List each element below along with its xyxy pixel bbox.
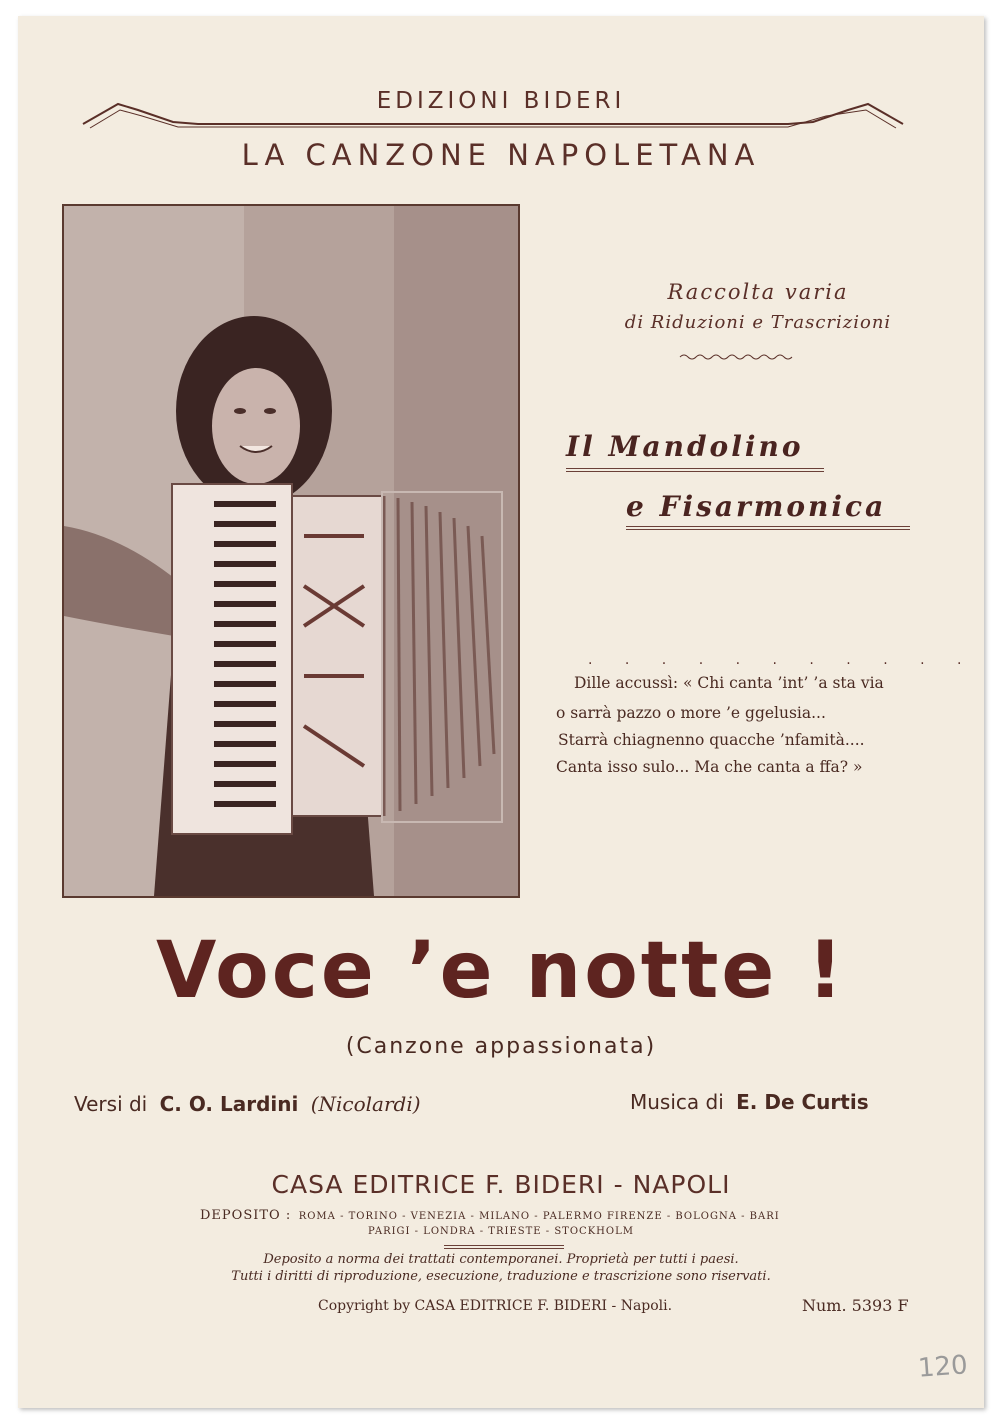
instrument-line-1: Il Mandolino [566, 430, 804, 463]
legal-line-2: Tutti i diritti di riproduzione, esecuzione, traduzione e trascrizione sono riservati. [231, 1269, 771, 1284]
raccolta-line-1: Raccolta varia [667, 280, 849, 304]
composer-name: E. De Curtis [736, 1090, 869, 1114]
handwritten-number: 120 [917, 1350, 969, 1384]
instrument-underline-2 [626, 526, 910, 530]
accordion-player-photo [62, 204, 520, 898]
catalog-number: Num. 5393 F [802, 1296, 909, 1315]
deposito-line-1 [200, 1208, 960, 1223]
copyright-line: Copyright by CASA EDITRICE F. BIDERI - Napoli. [318, 1298, 673, 1314]
verse-ellipsis: . . . . . . . . . . . [588, 652, 976, 668]
lyricist-alias: (Nicolardi) [310, 1092, 421, 1116]
lyricist-name: C. O. Lardini [159, 1092, 299, 1116]
legal-divider [444, 1245, 564, 1249]
deposito-label: DEPOSITO : [200, 1208, 292, 1223]
publisher-name: CASA EDITRICE F. BIDERI - NAPOLI [271, 1170, 731, 1199]
deposito-cities-2: PARIGI - LONDRA - TRIESTE - STOCKHOLM [368, 1226, 634, 1237]
music-prefix: Musica di [630, 1090, 724, 1114]
verse-line-4: Canta isso sulo... Ma che canta a ffa? » [556, 758, 863, 776]
deposito-cities-1: ROMA - TORINO - VENEZIA - MILANO - PALERMO FIRENZE - BOLOGNA - BARI [298, 1211, 780, 1222]
instrument-underline-1 [566, 468, 824, 472]
verse-line-2: o sarrà pazzo o more ’e ggelusia... [556, 704, 826, 722]
verse-line-1: Dille accussì: « Chi canta ’int’ ’a sta via [574, 674, 884, 692]
legal-line-1: Deposito a norma dei trattati contemporanei. Proprietà per tutti i paesi. [263, 1252, 739, 1267]
raccolta-line-2: di Riduzioni e Trascrizioni [624, 312, 892, 333]
lyrics-credit [74, 1092, 421, 1116]
verse-line-3: Starrà chiagnenno quacche ’nfamità.... [558, 731, 865, 749]
music-credit [630, 1090, 869, 1114]
song-title: Voce ’e notte ! [156, 926, 846, 1016]
wavy-divider [678, 352, 798, 362]
collection-title: LA CANZONE NAPOLETANA [241, 138, 761, 172]
lyrics-prefix: Versi di [74, 1092, 148, 1116]
instrument-line-2: e Fisarmonica [626, 490, 887, 523]
song-subtitle: (Canzone appassionata) [345, 1034, 657, 1059]
music-sheet-cover [18, 16, 984, 1408]
publisher-series: EDIZIONI BIDERI [376, 88, 626, 114]
